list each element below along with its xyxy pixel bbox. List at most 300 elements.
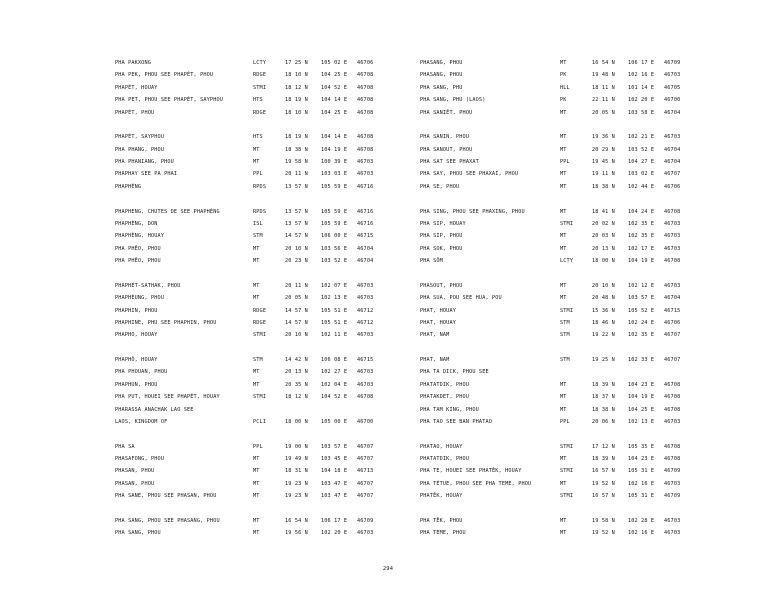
sheet-number: 46708 xyxy=(357,134,374,141)
entry-name: PHA SANG, PHU xyxy=(420,84,463,91)
entry-name: PHA PHÊO, PHOU xyxy=(115,258,161,265)
entry-name: PHA PAKXONG xyxy=(115,60,152,66)
gazetteer-entry xyxy=(420,206,688,218)
latitude: 16 57 N xyxy=(592,493,615,500)
group-spacer xyxy=(115,267,377,279)
longitude: 104 25 E xyxy=(321,72,348,79)
gazetteer-entry xyxy=(115,366,377,378)
longitude: 102 27 E xyxy=(321,369,348,376)
feature-code: MT xyxy=(560,394,567,401)
gazetteer-entry xyxy=(115,317,377,329)
entry-name: PHASAFONG, PHOU xyxy=(115,456,165,463)
entry-name: PHATATDIK, PHOU xyxy=(420,381,470,388)
latitude: 19 25 N xyxy=(592,357,615,363)
gazetteer-entry xyxy=(420,292,688,304)
sheet-number: 46703 xyxy=(664,517,681,524)
latitude: 20 05 N xyxy=(592,109,615,116)
longitude: 104 52 E xyxy=(321,84,348,91)
sheet-number: 46704 xyxy=(357,258,374,265)
gazetteer-entry xyxy=(115,329,377,341)
gazetteer-entry xyxy=(115,515,377,527)
entry-name: PHA PHOUAN, PHOU xyxy=(115,369,168,376)
group-spacer xyxy=(420,342,688,354)
longitude: 102 35 E xyxy=(628,233,655,240)
entry-name: PHAPHÔ, HOUAY xyxy=(115,357,158,363)
feature-code: MT xyxy=(560,134,567,141)
latitude: 13 57 N xyxy=(285,220,308,227)
latitude: 19 23 N xyxy=(285,493,308,500)
sheet-number: 46712 xyxy=(357,307,374,314)
latitude: 14 57 N xyxy=(285,233,308,240)
gazetteer-entry xyxy=(115,478,377,490)
longitude: 103 45 E xyxy=(321,456,348,463)
group-spacer xyxy=(420,193,688,205)
longitude: 104 27 E xyxy=(628,159,655,166)
feature-code: LCTY xyxy=(560,258,574,265)
feature-code: MT xyxy=(560,282,567,289)
latitude: 17 12 N xyxy=(592,443,615,450)
feature-code: MT xyxy=(560,480,567,487)
gazetteer-entry xyxy=(420,366,688,378)
latitude: 19 36 N xyxy=(592,134,615,141)
sheet-number: 46713 xyxy=(357,468,374,475)
gazetteer-entry xyxy=(420,416,688,428)
feature-code: HTS xyxy=(253,97,263,104)
feature-code: STM xyxy=(253,357,263,363)
feature-code: MT xyxy=(253,282,260,289)
sheet-number: 46703 xyxy=(357,332,374,339)
feature-code: HLL xyxy=(560,84,570,91)
entry-name: PHAPHO, HOUAY xyxy=(115,332,158,339)
gazetteer-column-left xyxy=(115,57,377,540)
gazetteer-entry xyxy=(115,453,377,465)
latitude: 20 10 N xyxy=(285,245,308,252)
gazetteer-entry xyxy=(420,490,688,502)
sheet-number: 46703 xyxy=(357,171,374,178)
entry-name: PHA SANIÊT, PHOU xyxy=(420,109,473,116)
sheet-number: 46704 xyxy=(664,109,681,116)
longitude: 102 20 E xyxy=(321,530,348,537)
entry-name: PHA TÊK, PHOU xyxy=(420,517,463,524)
sheet-number: 46706 xyxy=(664,319,681,326)
gazetteer-entry xyxy=(115,441,377,453)
latitude: 18 12 N xyxy=(285,84,308,91)
sheet-number: 46703 xyxy=(664,282,681,289)
longitude: 104 23 E xyxy=(628,381,655,388)
gazetteer-entry xyxy=(115,416,377,428)
entry-name: PHATATDIK, PHOU xyxy=(420,456,470,463)
feature-code: STMI xyxy=(560,443,574,450)
gazetteer-entry xyxy=(420,465,688,477)
group-spacer xyxy=(115,342,377,354)
feature-code: PCLI xyxy=(253,418,267,425)
feature-code: STM xyxy=(560,332,570,339)
longitude: 103 02 E xyxy=(628,171,655,178)
sheet-number: 46705 xyxy=(664,84,681,91)
latitude: 16 57 N xyxy=(592,468,615,475)
longitude: 104 19 E xyxy=(628,394,655,401)
gazetteer-entry xyxy=(115,490,377,502)
gazetteer-entry xyxy=(420,391,688,403)
feature-code: RPDS xyxy=(253,208,267,215)
gazetteer-entry xyxy=(115,404,377,416)
gazetteer-entry xyxy=(115,94,377,106)
latitude: 20 10 N xyxy=(285,332,308,339)
latitude: 18 37 N xyxy=(592,394,615,401)
sheet-number: 46715 xyxy=(357,233,374,240)
longitude: 105 31 E xyxy=(628,468,655,475)
longitude: 104 18 E xyxy=(321,468,348,475)
sheet-number: 46706 xyxy=(664,183,681,190)
longitude: 102 21 E xyxy=(628,134,655,141)
latitude: 13 57 N xyxy=(285,208,308,215)
longitude: 106 17 E xyxy=(628,60,655,66)
gazetteer-entry xyxy=(115,156,377,168)
sheet-number: 46715 xyxy=(664,307,681,314)
entry-name: PHAPHAY SEE PA PHAI xyxy=(115,171,178,178)
sheet-number: 46708 xyxy=(664,443,681,450)
entry-name: PHA PET, PHOU SEE PHAPÉT, SAYPHOU xyxy=(115,97,224,104)
entry-name: PHAPHÈNG, DON xyxy=(115,220,158,227)
entry-name: PHA PUT, HOUEI SEE PHAPÉT, HOUAY xyxy=(115,394,220,401)
gazetteer-entry xyxy=(420,69,688,81)
latitude: 18 10 N xyxy=(285,109,308,116)
gazetteer-entry xyxy=(115,379,377,391)
longitude: 102 04 E xyxy=(321,381,348,388)
feature-code: PPL xyxy=(560,159,570,166)
gazetteer-entry xyxy=(115,144,377,156)
longitude: 103 57 E xyxy=(628,295,655,302)
sheet-number: 46708 xyxy=(357,97,374,104)
entry-name: PHAT, NAM xyxy=(420,357,450,363)
latitude: 18 38 N xyxy=(285,146,308,153)
latitude: 19 11 N xyxy=(592,171,615,178)
longitude: 102 16 E xyxy=(628,530,655,537)
sheet-number: 46708 xyxy=(357,72,374,79)
entry-name: PHAT, HOUAY xyxy=(420,319,457,326)
feature-code: RPDS xyxy=(253,183,267,190)
gazetteer-entry xyxy=(115,69,377,81)
feature-code: MT xyxy=(253,530,260,537)
gazetteer-entry xyxy=(420,94,688,106)
longitude: 103 57 E xyxy=(321,443,348,450)
group-spacer xyxy=(420,428,688,440)
entry-name: PHAPÉT, SAYPHOU xyxy=(115,134,165,141)
latitude: 19 49 N xyxy=(285,456,308,463)
latitude: 19 58 N xyxy=(285,159,308,166)
gazetteer-entry xyxy=(420,404,688,416)
feature-code: STMI xyxy=(560,468,574,475)
feature-code: HTS xyxy=(253,134,263,141)
entry-name: PHAT, NAM xyxy=(420,332,450,339)
longitude: 100 39 E xyxy=(321,159,348,166)
longitude: 103 47 E xyxy=(321,493,348,500)
sheet-number: 46708 xyxy=(664,381,681,388)
gazetteer-entry xyxy=(420,230,688,242)
gazetteer-entry xyxy=(115,255,377,267)
gazetteer-entry xyxy=(420,82,688,94)
longitude: 105 51 E xyxy=(321,319,348,326)
latitude: 20 29 N xyxy=(592,146,615,153)
sheet-number: 46703 xyxy=(664,245,681,252)
entry-name: PHA SA xyxy=(115,443,135,450)
longitude: 102 17 E xyxy=(628,245,655,252)
entry-name: PHA TE, HOUEI SEE PHATÊK, HOUAY xyxy=(420,468,522,475)
longitude: 105 51 E xyxy=(321,307,348,314)
latitude: 20 03 N xyxy=(592,233,615,240)
entry-name: PHASAN, PHOU xyxy=(115,480,155,487)
sheet-number: 46700 xyxy=(664,97,681,104)
latitude: 20 48 N xyxy=(592,295,615,302)
sheet-number: 46707 xyxy=(357,443,374,450)
gazetteer-entry xyxy=(115,218,377,230)
entry-name: PHA TA DICK, PHOU SEE xyxy=(420,369,489,376)
latitude: 19 48 N xyxy=(592,72,615,79)
longitude: 102 13 E xyxy=(628,418,655,425)
latitude: 19 22 N xyxy=(592,332,615,339)
entry-name: PHATÊK, HOUAY xyxy=(420,493,463,500)
sheet-number: 46703 xyxy=(664,72,681,79)
feature-code: STMI xyxy=(560,220,574,227)
feature-code: MT xyxy=(253,517,260,524)
gazetteer-column-right xyxy=(420,57,688,540)
entry-name: PHASANG, PHOU xyxy=(420,60,463,66)
group-spacer xyxy=(115,503,377,515)
latitude: 19 58 N xyxy=(592,517,615,524)
feature-code: MT xyxy=(253,146,260,153)
latitude: 18 10 N xyxy=(285,72,308,79)
sheet-number: 46708 xyxy=(664,394,681,401)
feature-code: MT xyxy=(560,517,567,524)
feature-code: STMI xyxy=(560,493,574,500)
feature-code: MT xyxy=(560,245,567,252)
feature-code: MT xyxy=(253,493,260,500)
latitude: 18 39 N xyxy=(592,381,615,388)
latitude: 18 46 N xyxy=(592,319,615,326)
sheet-number: 46703 xyxy=(664,480,681,487)
latitude: 18 38 N xyxy=(592,183,615,190)
latitude: 15 36 N xyxy=(592,307,615,314)
entry-name: PHA SANOUT, PHOU xyxy=(420,146,473,153)
feature-code: RDGE xyxy=(253,72,267,79)
gazetteer-entry xyxy=(115,243,377,255)
feature-code: MT xyxy=(560,208,567,215)
entry-name: PHA SOK, PHOU xyxy=(420,245,463,252)
gazetteer-entry xyxy=(420,354,688,366)
sheet-number: 46703 xyxy=(664,233,681,240)
entry-name: PHA SANG, PHU (LAOS) xyxy=(420,97,486,104)
sheet-number: 46709 xyxy=(664,60,681,66)
longitude: 104 19 E xyxy=(321,146,348,153)
gazetteer-entry xyxy=(420,218,688,230)
latitude: 19 56 N xyxy=(285,530,308,537)
entry-name: PHA SANG, PHOU SEE PHASANG, PHOU xyxy=(115,517,220,524)
entry-name: PHA SING, PHOU SEE PHAXING, PHOU xyxy=(420,208,525,215)
sheet-number: 46700 xyxy=(357,418,374,425)
entry-name: PHAPHUN, PHOU xyxy=(115,381,158,388)
sheet-number: 46708 xyxy=(664,406,681,413)
group-spacer xyxy=(115,193,377,205)
entry-name: PHAPÉT, HOUAY xyxy=(115,84,158,91)
longitude: 105 59 E xyxy=(321,208,348,215)
entry-name: PHA SUA, POU SEE HUA, POU xyxy=(420,295,502,302)
feature-code: RDGE xyxy=(253,109,267,116)
entry-name: PHA SANIN, PHOU xyxy=(420,134,470,141)
sheet-number: 46703 xyxy=(357,530,374,537)
feature-code: PK xyxy=(560,97,567,104)
entry-name: PHATAKDET, PHOU xyxy=(420,394,470,401)
longitude: 102 35 E xyxy=(628,332,655,339)
entry-name: PHA SE, PHOU xyxy=(420,183,460,190)
feature-code: RDGE xyxy=(253,319,267,326)
feature-code: MT xyxy=(253,480,260,487)
longitude: 104 23 E xyxy=(628,456,655,463)
group-spacer xyxy=(420,267,688,279)
latitude: 16 54 N xyxy=(285,517,308,524)
entry-name: PHAPHIN, PHOU xyxy=(115,307,158,314)
entry-name: PHA TEME, PHOU xyxy=(420,530,466,537)
gazetteer-entry xyxy=(420,243,688,255)
longitude: 102 13 E xyxy=(321,295,348,302)
entry-name: LAOS, KINGDOM OF xyxy=(115,418,168,425)
page-number: 294 xyxy=(382,566,394,572)
latitude: 18 41 N xyxy=(592,208,615,215)
entry-name: PHA TAM KING, PHOU xyxy=(420,406,479,413)
feature-code: STMI xyxy=(253,332,267,339)
entry-name: PHASOUT, PHOU xyxy=(420,282,463,289)
longitude: 102 20 E xyxy=(628,97,655,104)
gazetteer-entry xyxy=(420,131,688,143)
gazetteer-entry xyxy=(420,329,688,341)
feature-code: MT xyxy=(253,245,260,252)
longitude: 105 35 E xyxy=(628,443,655,450)
gazetteer-entry xyxy=(420,515,688,527)
latitude: 18 00 N xyxy=(592,258,615,265)
latitude: 20 06 N xyxy=(592,418,615,425)
latitude: 19 45 N xyxy=(592,159,615,166)
longitude: 105 59 E xyxy=(321,183,348,190)
entry-name: PHA TAO SEE BAN PHATAO xyxy=(420,418,493,425)
latitude: 20 11 N xyxy=(285,171,308,178)
feature-code: MT xyxy=(560,530,567,537)
feature-code: MT xyxy=(560,109,567,116)
latitude: 20 10 N xyxy=(592,282,615,289)
longitude: 104 14 E xyxy=(321,97,348,104)
gazetteer-entry xyxy=(420,168,688,180)
longitude: 106 17 E xyxy=(321,517,348,524)
sheet-number: 46704 xyxy=(664,295,681,302)
sheet-number: 46707 xyxy=(664,171,681,178)
sheet-number: 46708 xyxy=(664,208,681,215)
entry-name: PHAPHENG, CHUTES DE SEE PHAPHÈNG xyxy=(115,208,220,215)
longitude: 105 59 E xyxy=(321,220,348,227)
latitude: 20 05 N xyxy=(285,295,308,302)
group-spacer xyxy=(115,428,377,440)
longitude: 102 24 E xyxy=(628,319,655,326)
feature-code: STM xyxy=(560,357,570,363)
latitude: 14 57 N xyxy=(285,307,308,314)
sheet-number: 46703 xyxy=(357,159,374,166)
longitude: 102 12 E xyxy=(628,282,655,289)
latitude: 14 57 N xyxy=(285,319,308,326)
feature-code: MT xyxy=(560,456,567,463)
gazetteer-entry xyxy=(420,280,688,292)
feature-code: MT xyxy=(253,369,260,376)
sheet-number: 46707 xyxy=(664,357,681,363)
longitude: 104 25 E xyxy=(628,406,655,413)
longitude: 103 56 E xyxy=(321,245,348,252)
latitude: 18 00 N xyxy=(285,418,308,425)
entry-name: PHA PHANIANG, PHOU xyxy=(115,159,174,166)
gazetteer-entry xyxy=(115,57,377,69)
latitude: 19 00 N xyxy=(285,443,308,450)
feature-code: MT xyxy=(560,146,567,153)
latitude: 18 11 N xyxy=(592,84,615,91)
entry-name: PHA SANG, PHOU xyxy=(115,530,161,537)
sheet-number: 46715 xyxy=(357,357,374,363)
gazetteer-entry xyxy=(115,168,377,180)
feature-code: ISL xyxy=(253,220,263,227)
gazetteer-entry xyxy=(420,144,688,156)
sheet-number: 46703 xyxy=(357,295,374,302)
latitude: 19 52 N xyxy=(592,480,615,487)
latitude: 17 25 N xyxy=(285,60,308,66)
gazetteer-entry xyxy=(115,82,377,94)
longitude: 103 03 E xyxy=(321,171,348,178)
latitude: 20 13 N xyxy=(592,245,615,252)
sheet-number: 46703 xyxy=(664,220,681,227)
longitude: 102 16 E xyxy=(628,72,655,79)
gazetteer-entry xyxy=(115,131,377,143)
sheet-number: 46708 xyxy=(357,109,374,116)
sheet-number: 46708 xyxy=(357,146,374,153)
gazetteer-entry xyxy=(115,527,377,539)
gazetteer-entry xyxy=(420,57,688,69)
feature-code: MT xyxy=(560,60,567,66)
gazetteer-entry xyxy=(420,156,688,168)
sheet-number: 46704 xyxy=(664,159,681,166)
sheet-number: 46708 xyxy=(664,456,681,463)
gazetteer-entry xyxy=(115,354,377,366)
sheet-number: 46703 xyxy=(357,381,374,388)
longitude: 103 58 E xyxy=(628,109,655,116)
latitude: 19 52 N xyxy=(592,530,615,537)
entry-name: PHAPHINE, PHU SEE PHAPHIN, PHOU xyxy=(115,319,217,326)
longitude: 102 11 E xyxy=(321,332,348,339)
longitude: 106 08 E xyxy=(321,357,348,363)
sheet-number: 46716 xyxy=(357,220,374,227)
sheet-number: 46706 xyxy=(357,60,374,66)
longitude: 103 52 E xyxy=(321,258,348,265)
gazetteer-entry xyxy=(420,478,688,490)
group-spacer xyxy=(420,119,688,131)
sheet-number: 46707 xyxy=(664,332,681,339)
feature-code: PPL xyxy=(253,171,263,178)
sheet-number: 46708 xyxy=(664,258,681,265)
feature-code: MT xyxy=(253,456,260,463)
entry-name: PHAT, HOUAY xyxy=(420,307,457,314)
longitude: 105 00 E xyxy=(321,418,348,425)
gazetteer-entry xyxy=(420,181,688,193)
sheet-number: 46703 xyxy=(664,418,681,425)
gazetteer-entry xyxy=(420,379,688,391)
group-spacer xyxy=(115,119,377,131)
entry-name: PHA SAT SEE PHAXAT xyxy=(420,159,479,166)
latitude: 20 23 N xyxy=(285,258,308,265)
sheet-number: 46703 xyxy=(357,282,374,289)
entry-name: PHA PHANG, PHOU xyxy=(115,146,165,153)
gazetteer-entry xyxy=(115,280,377,292)
